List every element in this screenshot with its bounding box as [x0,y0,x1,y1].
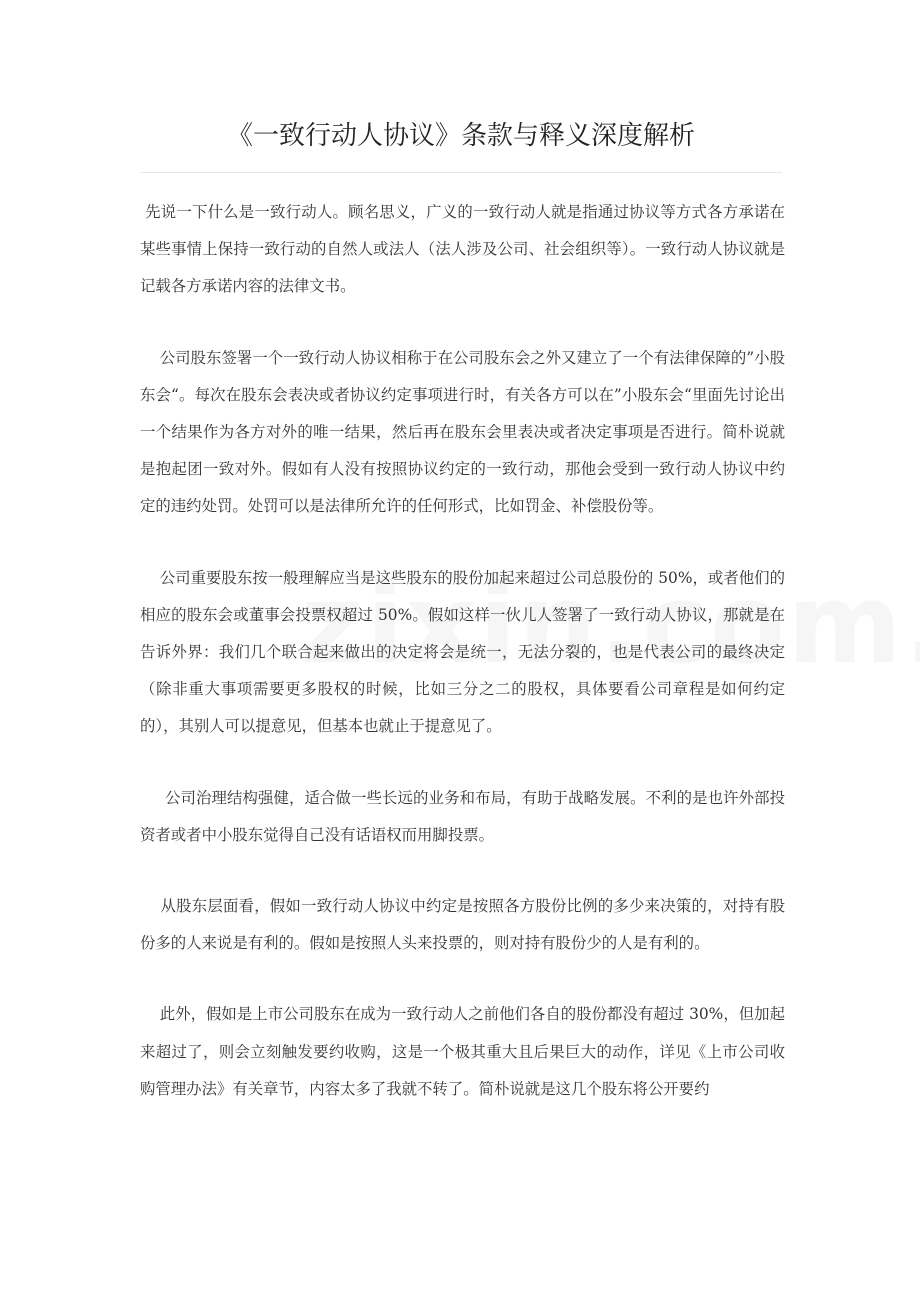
title-divider [140,172,782,173]
page-title: 《一致行动人协议》条款与释义深度解析 [226,121,695,151]
paragraph-2: 公司股东签署一个一致行动人协议相称于在公司股东会之外又建立了一个有法律保障的”小股东会“。每次在股东会表决或者协议约定事项进行时，有关各方可以在”小股东会“里面先讨论出一个结果作为各方对外的唯一结果，然后再在股东会里表决或者决定事项是否进行。简朴说就是抱起团一致对外。假如有人没有按照协议约定的一致行动，那他会受到一致行动人协议中约定的违约处罚。处罚可以是法律所允许的任何形式，比如罚金、补偿股份等。 [140,348,785,516]
paragraph-3: 公司重要股东按一般理解应当是这些股东的股份加起来超过公司总股份的 50%，或者他们的相应的股东会或董事会投票权超过 50%。假如这样一伙儿人签署了一致行动人协议，那就是在告诉外界：我们几个联合起来做出的决定将会是统一，无法分裂的，也是代表公司的最终决定（除非重大事项需要更多股权的时候，比如三分之二的股权，具体要看公司章程是如何约定的），其别人可以提意见，但基本也就止于提意见了。 [140,568,785,736]
paragraph-6: 此外，假如是上市公司股东在成为一致行动人之前他们各自的股份都没有超过 30%，但加起来超过了，则会立刻触发要约收购，这是一个极其重大且后果巨大的动作，详见《上市公司收购管理办法》有关章节，内容太多了我就不转了。简朴说就是这几个股东将公开要约 [140,1005,785,1098]
paragraph-1: 先说一下什么是一致行动人。顾名思义，广义的一致行动人就是指通过协议等方式各方承诺在某些事情上保持一致行动的自然人或法人（法人涉及公司、社会组织等）。一致行动人协议就是记载各方承诺内容的法律文书。 [140,203,785,296]
paragraph-5: 从股东层面看，假如一致行动人协议中约定是按照各方股份比例的多少来决策的，对持有股份多的人来说是有利的。假如是按照人头来投票的，则对持有股份少的人是有利的。 [140,897,785,953]
article-body [140,194,785,1142]
paragraph-4: 公司治理结构强健，适合做一些长远的业务和布局，有助于战略发展。不利的是也许外部投资者或者中小股东觉得自己没有话语权而用脚投票。 [140,788,785,844]
